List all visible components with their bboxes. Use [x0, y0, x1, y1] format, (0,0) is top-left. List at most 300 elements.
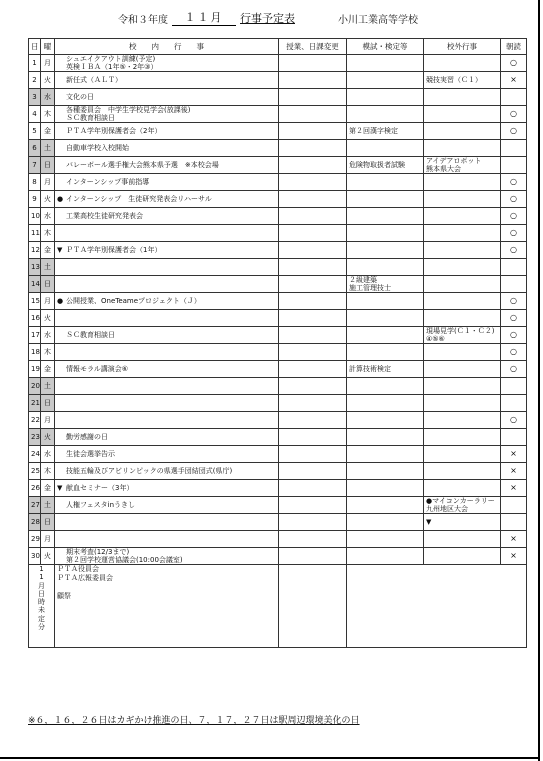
school-event-cell — [55, 293, 279, 310]
class-change-cell — [279, 174, 347, 191]
mock-test-cell — [347, 429, 424, 446]
outside-event-cell — [424, 225, 501, 242]
table-row — [29, 310, 527, 327]
dow-cell: 月 — [41, 293, 55, 310]
event-text — [66, 297, 201, 305]
morning-reading-cell: × — [501, 446, 527, 463]
cell-line: 各種委員会 中学生学校見学会(放課後) — [66, 106, 191, 114]
undecided-label-char: 月 — [38, 581, 45, 590]
morning-reading-cell: ○ — [501, 174, 527, 191]
outside-event-cell — [424, 531, 501, 548]
morning-reading-cell: ○ — [501, 293, 527, 310]
class-change-cell — [279, 276, 347, 293]
dow-cell: 水 — [41, 89, 55, 106]
col-school-events: 校 内 行 事 — [55, 39, 279, 55]
class-change-cell — [279, 242, 347, 259]
mock-test-cell — [347, 531, 424, 548]
dow-cell: 火 — [41, 72, 55, 89]
day-cell: 20 — [29, 378, 41, 395]
table-row — [29, 446, 527, 463]
school-event-cell — [55, 157, 279, 174]
school-event-cell — [55, 140, 279, 157]
table-row — [29, 259, 527, 276]
school-event — [57, 450, 276, 458]
day-cell: 3 — [29, 89, 41, 106]
dow-cell: 火 — [41, 548, 55, 565]
mock-test-cell — [347, 242, 424, 259]
mock-test-cell — [347, 55, 424, 72]
cell-line: ●マイコンカーラリー — [426, 497, 495, 505]
event-text — [66, 548, 183, 564]
outside-event-cell — [424, 344, 501, 361]
school-event-cell — [55, 446, 279, 463]
dow-cell: 水 — [41, 327, 55, 344]
cell-line: 第２回漢字検定 — [349, 127, 398, 135]
class-change-cell — [279, 72, 347, 89]
cell-line: 工業高校生徒研究発表会 — [66, 212, 143, 220]
morning-reading-cell: ○ — [501, 327, 527, 344]
morning-reading-cell — [501, 140, 527, 157]
table-row — [29, 225, 527, 242]
school-name: 小川工業高等学校 — [338, 15, 418, 26]
class-change-cell — [279, 140, 347, 157]
school-event-cell — [55, 548, 279, 565]
cell-line: インターンシップ 生徒研究発表会リハーサル — [66, 195, 212, 203]
outside-event-cell — [424, 242, 501, 259]
school-event-cell — [55, 55, 279, 72]
mock-test-cell — [347, 89, 424, 106]
event-text — [66, 246, 161, 254]
morning-reading-cell — [501, 157, 527, 174]
table-row — [29, 208, 527, 225]
mock-test-cell — [347, 446, 424, 463]
school-event-cell — [55, 531, 279, 548]
class-change-cell — [279, 106, 347, 123]
mock-test-cell — [347, 310, 424, 327]
undecided-item — [57, 583, 276, 592]
class-change-cell — [279, 361, 347, 378]
morning-reading-cell: ○ — [501, 191, 527, 208]
cell-line: 技能五輪及びアビリンピックの県選手団結団式(県庁) — [66, 467, 233, 475]
table-row — [29, 140, 527, 157]
cell-line: ＳＣ教育相談日 — [66, 114, 115, 122]
mock-test-cell — [347, 463, 424, 480]
outside-event-cell — [424, 514, 501, 531]
undecided-item: ＰＴＡ役員会 — [57, 565, 99, 573]
morning-reading-cell: ○ — [501, 412, 527, 429]
outside-event-cell — [424, 412, 501, 429]
morning-reading-cell: × — [501, 480, 527, 497]
cell-line: インターンシップ事前指導 — [66, 178, 150, 186]
event-text — [66, 76, 122, 84]
dow-cell: 木 — [41, 463, 55, 480]
class-change-cell — [279, 514, 347, 531]
title-month: １１月 — [172, 9, 236, 26]
title-name: 行事予定表 — [240, 12, 295, 25]
morning-reading-cell: × — [501, 531, 527, 548]
school-event-cell — [55, 225, 279, 242]
day-cell: 22 — [29, 412, 41, 429]
class-change-cell — [279, 55, 347, 72]
mock-test-cell — [347, 259, 424, 276]
cell-line: ＰＴＡ学年別保護者会（1年） — [66, 246, 162, 254]
day-cell: 6 — [29, 140, 41, 157]
outside-event-cell — [424, 463, 501, 480]
table-row — [29, 497, 527, 514]
table-row — [29, 480, 527, 497]
outside-event-cell — [424, 548, 501, 565]
school-event-cell — [55, 123, 279, 140]
outside-event-cell — [424, 429, 501, 446]
event-marker: ▼ — [57, 484, 63, 492]
table-row — [29, 89, 527, 106]
outside-event-cell — [424, 276, 501, 293]
class-change-cell — [279, 191, 347, 208]
day-cell: 9 — [29, 191, 41, 208]
dow-cell: 金 — [41, 123, 55, 140]
event-text — [66, 484, 133, 492]
table-row — [29, 123, 527, 140]
school-event-cell — [55, 89, 279, 106]
event-text — [66, 55, 157, 71]
event-text — [66, 467, 232, 475]
mock-test-cell — [347, 140, 424, 157]
day-cell: 25 — [29, 463, 41, 480]
col-outside-events: 校外行事 — [424, 39, 501, 55]
morning-reading-cell: ○ — [501, 106, 527, 123]
outside-event-cell — [424, 480, 501, 497]
school-event-cell — [55, 480, 279, 497]
event-text — [66, 178, 149, 186]
morning-reading-cell — [501, 497, 527, 514]
table-row — [29, 395, 527, 412]
day-cell: 21 — [29, 395, 41, 412]
dow-cell: 火 — [41, 429, 55, 446]
school-event — [57, 501, 276, 509]
day-cell: 16 — [29, 310, 41, 327]
outside-event-cell — [424, 157, 501, 174]
day-cell: 29 — [29, 531, 41, 548]
class-change-cell — [279, 429, 347, 446]
event-text — [66, 433, 108, 441]
morning-reading-cell: × — [501, 72, 527, 89]
day-cell: 12 — [29, 242, 41, 259]
day-cell: 15 — [29, 293, 41, 310]
undecided-label-char: 定 — [38, 614, 45, 623]
dow-cell: 水 — [41, 208, 55, 225]
table-row — [29, 514, 527, 531]
dow-cell: 木 — [41, 225, 55, 242]
school-event — [57, 55, 276, 71]
school-event-cell — [55, 106, 279, 123]
cell-line: 文化の日 — [66, 93, 94, 101]
outside-event-cell — [424, 446, 501, 463]
morning-reading-cell — [501, 429, 527, 446]
cell-line: 九州地区大会 — [426, 505, 468, 513]
morning-reading-cell: ○ — [501, 344, 527, 361]
mock-test-cell — [347, 106, 424, 123]
cell-line: 英検ＩＢＡ（1年⑤・2年③） — [66, 63, 158, 71]
day-cell: 30 — [29, 548, 41, 565]
school-event-cell — [55, 395, 279, 412]
day-cell: 17 — [29, 327, 41, 344]
mock-test-cell — [347, 378, 424, 395]
cell-line: 生徒会選挙告示 — [66, 450, 115, 458]
dow-cell: 月 — [41, 174, 55, 191]
morning-reading-cell — [501, 89, 527, 106]
class-change-cell — [279, 157, 347, 174]
morning-reading-cell — [501, 259, 527, 276]
mock-test-cell — [347, 395, 424, 412]
table-row — [29, 429, 527, 446]
mock-test-cell — [347, 174, 424, 191]
school-event-cell — [55, 514, 279, 531]
morning-reading-cell: ○ — [501, 225, 527, 242]
school-event — [57, 106, 276, 122]
mock-test-cell — [347, 497, 424, 514]
outside-event-cell — [424, 140, 501, 157]
school-event-cell — [55, 242, 279, 259]
cell-line: 現場見学(Ｃ１・Ｃ２) — [426, 327, 495, 335]
school-event — [57, 195, 276, 203]
undecided-label-cell — [29, 565, 55, 648]
cell-line: バレーボール選手権大会熊本県予選 ※本校会場 — [66, 161, 219, 169]
dow-cell: 土 — [41, 378, 55, 395]
morning-reading-cell: × — [501, 463, 527, 480]
mock-test-cell — [347, 514, 424, 531]
day-cell: 19 — [29, 361, 41, 378]
morning-reading-cell: ○ — [501, 310, 527, 327]
class-change-cell — [279, 412, 347, 429]
day-cell: 28 — [29, 514, 41, 531]
undecided-label-char: 1 — [39, 573, 44, 582]
table-row — [29, 378, 527, 395]
outside-event-cell — [424, 293, 501, 310]
col-class-changes: 授業、日課変更 — [279, 39, 347, 55]
dow-cell: 日 — [41, 276, 55, 293]
undecided-label-char: 日 — [38, 589, 45, 598]
class-change-cell — [279, 327, 347, 344]
undecided-item: ＰＴＡ広報委員会 — [57, 574, 113, 582]
dow-cell: 火 — [41, 310, 55, 327]
event-text — [66, 331, 115, 339]
table-row — [29, 191, 527, 208]
footer-note: ※６，１６，２６日はカギかけ推進の日、７，１７，２７日は駅周辺環境美化の日 — [28, 716, 360, 726]
schedule-table — [28, 38, 527, 648]
undecided-empty-2 — [347, 565, 527, 648]
table-row — [29, 548, 527, 565]
school-event-cell — [55, 208, 279, 225]
col-morning-reading: 朝読 — [501, 39, 527, 55]
day-cell: 13 — [29, 259, 41, 276]
dow-cell: 金 — [41, 361, 55, 378]
cell-line: 献血セミナー（3年） — [66, 484, 134, 492]
school-event — [57, 365, 276, 373]
mock-test-cell — [347, 327, 424, 344]
mock-test-cell — [347, 276, 424, 293]
undecided-items — [57, 565, 276, 601]
undecided-label-char: 分 — [38, 623, 45, 632]
table-row — [29, 344, 527, 361]
school-event-cell — [55, 361, 279, 378]
undecided-item: 顧祭 — [57, 592, 71, 600]
outside-event-cell — [424, 497, 501, 514]
header-row — [29, 39, 527, 55]
day-cell: 26 — [29, 480, 41, 497]
class-change-cell — [279, 208, 347, 225]
table-row — [29, 293, 527, 310]
undecided-label-char: 未 — [38, 606, 45, 615]
dow-cell: 火 — [41, 191, 55, 208]
mock-test-cell — [347, 480, 424, 497]
school-event-cell — [55, 72, 279, 89]
day-cell: 1 — [29, 55, 41, 72]
cell-line: 危険物取扱者試験 — [349, 161, 405, 169]
cell-line: 競技実習（Ｃ１） — [426, 76, 482, 84]
schedule-body — [29, 55, 527, 565]
cell-line: ▼ — [426, 518, 432, 526]
table-row — [29, 72, 527, 89]
school-event — [57, 297, 276, 305]
school-event-cell — [55, 344, 279, 361]
class-change-cell — [279, 259, 347, 276]
mock-test-cell — [347, 157, 424, 174]
school-event-cell — [55, 429, 279, 446]
morning-reading-cell — [501, 276, 527, 293]
day-cell: 18 — [29, 344, 41, 361]
undecided-label-char: 時 — [38, 598, 45, 607]
day-cell: 24 — [29, 446, 41, 463]
cell-line: 新任式（ＡＬＴ） — [66, 76, 122, 84]
outside-event-cell — [424, 191, 501, 208]
day-cell: 10 — [29, 208, 41, 225]
school-event — [57, 484, 276, 492]
table-row — [29, 174, 527, 191]
school-event — [57, 93, 276, 101]
school-event — [57, 76, 276, 84]
day-cell: 27 — [29, 497, 41, 514]
outside-event-cell — [424, 361, 501, 378]
school-event-cell — [55, 412, 279, 429]
class-change-cell — [279, 531, 347, 548]
table-row — [29, 412, 527, 429]
dow-cell: 土 — [41, 497, 55, 514]
dow-cell: 木 — [41, 344, 55, 361]
outside-event-cell — [424, 310, 501, 327]
cell-line: 期末考査(12/3まで) — [66, 548, 130, 556]
school-event — [57, 548, 276, 564]
table-row — [29, 106, 527, 123]
event-text — [66, 127, 161, 135]
outside-event-cell — [424, 55, 501, 72]
mock-test-cell — [347, 225, 424, 242]
page-border-bottom — [0, 757, 540, 759]
cell-line: アイデアロボット — [426, 157, 482, 165]
dow-cell: 日 — [41, 514, 55, 531]
dow-cell: 金 — [41, 480, 55, 497]
school-event-cell — [55, 497, 279, 514]
school-event-cell — [55, 327, 279, 344]
dow-cell: 日 — [41, 395, 55, 412]
mock-test-cell — [347, 361, 424, 378]
cell-line: 計算技術検定 — [349, 365, 391, 373]
event-text — [66, 93, 94, 101]
outside-event-cell — [424, 123, 501, 140]
school-event-cell — [55, 463, 279, 480]
title-year: 令和３年度 — [118, 15, 168, 26]
table-row — [29, 531, 527, 548]
mock-test-cell — [347, 123, 424, 140]
school-event-cell — [55, 378, 279, 395]
event-text — [66, 212, 143, 220]
table-row — [29, 157, 527, 174]
day-cell: 11 — [29, 225, 41, 242]
class-change-cell — [279, 548, 347, 565]
morning-reading-cell: ○ — [501, 208, 527, 225]
page-title — [0, 9, 540, 25]
outside-event-cell — [424, 72, 501, 89]
cell-line: 自動車学校入校開始 — [66, 144, 129, 152]
outside-event-cell — [424, 174, 501, 191]
day-cell: 5 — [29, 123, 41, 140]
outside-event-cell — [424, 89, 501, 106]
class-change-cell — [279, 344, 347, 361]
outside-event-cell — [424, 327, 501, 344]
morning-reading-cell — [501, 378, 527, 395]
school-event — [57, 127, 276, 135]
dow-cell: 土 — [41, 140, 55, 157]
mock-test-cell — [347, 344, 424, 361]
school-event — [57, 433, 276, 441]
col-mock-tests: 模試・検定等 — [347, 39, 424, 55]
outside-event-cell — [424, 106, 501, 123]
dow-cell: 金 — [41, 242, 55, 259]
dow-cell: 月 — [41, 55, 55, 72]
cell-line: 第２回学校運営協議会(10:00会議室) — [66, 556, 183, 564]
morning-reading-cell: ○ — [501, 361, 527, 378]
undecided-label — [31, 565, 52, 631]
table-row — [29, 55, 527, 72]
event-text — [66, 161, 219, 169]
mock-test-cell — [347, 72, 424, 89]
event-marker: ▼ — [57, 246, 63, 254]
school-event — [57, 467, 276, 475]
page-border-right — [538, 0, 540, 761]
class-change-cell — [279, 225, 347, 242]
event-marker: ● — [57, 195, 64, 203]
day-cell: 8 — [29, 174, 41, 191]
school-event — [57, 212, 276, 220]
morning-reading-cell: ○ — [501, 242, 527, 259]
school-event-cell — [55, 310, 279, 327]
outside-event-cell — [424, 259, 501, 276]
event-text — [66, 195, 212, 203]
school-event — [57, 178, 276, 186]
morning-reading-cell — [501, 395, 527, 412]
dow-cell: 水 — [41, 446, 55, 463]
class-change-cell — [279, 497, 347, 514]
table-row — [29, 463, 527, 480]
table-row — [29, 361, 527, 378]
event-text — [66, 365, 128, 373]
event-text — [66, 144, 129, 152]
event-text — [66, 501, 135, 509]
outside-event-cell — [424, 395, 501, 412]
morning-reading-cell: ○ — [501, 123, 527, 140]
school-event-cell — [55, 191, 279, 208]
class-change-cell — [279, 446, 347, 463]
cell-line: ＳＣ教育相談日 — [66, 331, 115, 339]
